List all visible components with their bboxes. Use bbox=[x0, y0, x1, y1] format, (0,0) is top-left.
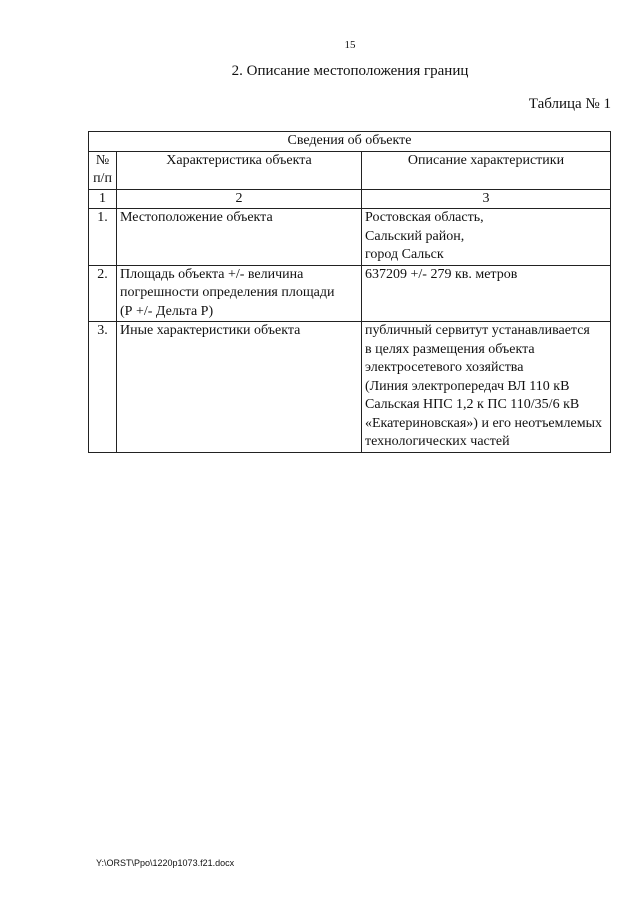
row-description bbox=[362, 265, 611, 322]
text-line: Площадь объекта +/- величина bbox=[120, 266, 304, 282]
text-line: публичный сервитут устанавливается bbox=[365, 323, 590, 338]
column-number-row bbox=[89, 189, 611, 209]
table-row bbox=[89, 209, 611, 266]
header-characteristic: Характеристика объекта bbox=[117, 151, 362, 189]
object-info-table bbox=[88, 131, 611, 453]
text-line: 637209 +/- 279 кв. метров bbox=[365, 266, 518, 282]
text-line: технологических частей bbox=[365, 434, 510, 449]
table-caption: Сведения об объекте bbox=[89, 132, 611, 152]
row-num: 3. bbox=[89, 322, 117, 453]
text-line: Иные характеристики объекта bbox=[120, 323, 301, 338]
table-caption-row bbox=[89, 132, 611, 152]
row-characteristic bbox=[117, 265, 362, 322]
column-number: 1 bbox=[89, 189, 117, 209]
row-description bbox=[362, 322, 611, 453]
page-number: 15 bbox=[344, 39, 356, 51]
text-line: Сальский район, bbox=[365, 228, 465, 244]
row-description bbox=[362, 209, 611, 266]
table-label: Таблица № 1 bbox=[528, 96, 611, 112]
table-header-row bbox=[89, 151, 611, 189]
text-line: Ростовская область, bbox=[365, 210, 484, 225]
header-description: Описание характеристики bbox=[362, 151, 611, 189]
row-num: 1. bbox=[89, 209, 117, 266]
text-line: Местоположение объекта bbox=[120, 210, 273, 225]
footer-file-path: Y:\ORST\Ppo\1220p1073.f21.docx bbox=[96, 858, 235, 868]
text-line: электросетевого хозяйства bbox=[365, 360, 524, 375]
text-line: (Линия электропередач ВЛ 110 кВ bbox=[365, 378, 570, 394]
table-row bbox=[89, 322, 611, 453]
text-line: город Сальск bbox=[365, 247, 444, 262]
text-line: в целях размещения объекта bbox=[365, 341, 535, 357]
table-row bbox=[89, 265, 611, 322]
text-line: (Р +/- Дельта Р) bbox=[120, 303, 214, 319]
section-title: 2. Описание местоположения границ bbox=[231, 63, 469, 79]
text-line: погрешности определения площади bbox=[120, 285, 335, 300]
column-number: 2 bbox=[117, 189, 362, 209]
text-line: «Екатериновская») и его неотъемлемых bbox=[365, 415, 602, 431]
row-characteristic bbox=[117, 209, 362, 266]
column-number: 3 bbox=[362, 189, 611, 209]
header-num: № п/п bbox=[89, 151, 117, 189]
row-num: 2. bbox=[89, 265, 117, 322]
text-line: Сальская НПС 1,2 к ПС 110/35/6 кВ bbox=[365, 397, 580, 412]
row-characteristic bbox=[117, 322, 362, 453]
